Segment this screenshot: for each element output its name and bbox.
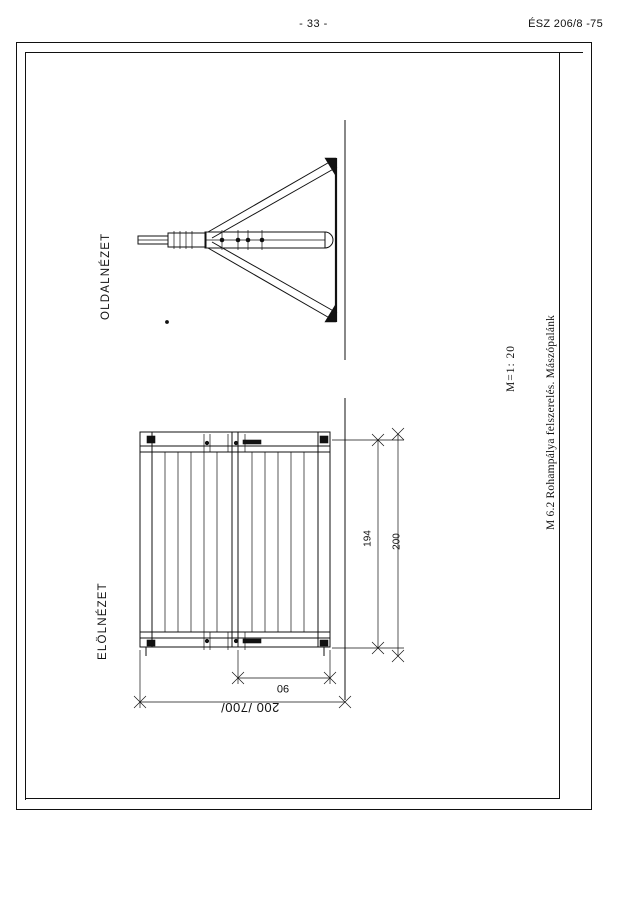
page-number: - 33 - (299, 18, 328, 30)
view-label-side: OLDALNÉZET (100, 232, 112, 320)
dimension-height-total: 200 (391, 533, 403, 550)
dimension-overall-width: 200 /700/ (220, 700, 280, 715)
drawing-frame-inner (25, 52, 583, 800)
drawing-frame-inner-bottom (25, 798, 559, 799)
dimension-height-inner: 194 (362, 530, 374, 547)
drawing-frame-inner-right (559, 52, 560, 799)
page-header (0, 18, 627, 38)
document-code: ÉSZ 206/8 -75 (528, 18, 603, 30)
drawing-scale: M=1: 20 (505, 344, 517, 392)
view-label-front: ELÖLNÉZET (97, 582, 109, 660)
dimension-plank-width: 90 (276, 682, 290, 694)
drawing-caption: M 6.2 Rohampálya felszerelés. Mászópalánk (545, 314, 557, 530)
